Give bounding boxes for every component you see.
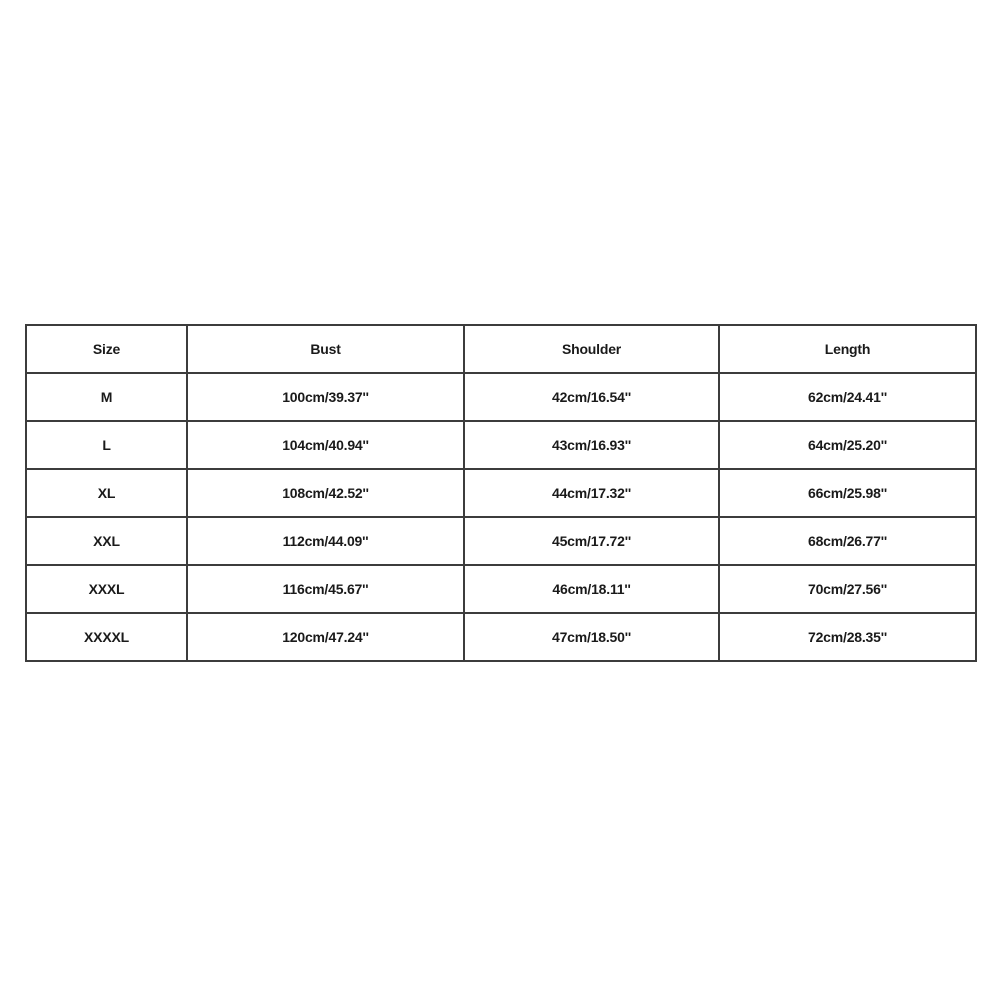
cell-size: M <box>26 373 187 421</box>
size-chart-table <box>25 324 977 662</box>
cell-shoulder: 42cm/16.54'' <box>464 373 719 421</box>
cell-length: 66cm/25.98'' <box>719 469 976 517</box>
table-header-row <box>26 325 976 373</box>
cell-shoulder: 45cm/17.72'' <box>464 517 719 565</box>
cell-size: XXXL <box>26 565 187 613</box>
table-row <box>26 565 976 613</box>
cell-length: 68cm/26.77'' <box>719 517 976 565</box>
cell-bust: 120cm/47.24'' <box>187 613 464 661</box>
cell-size: XXL <box>26 517 187 565</box>
cell-shoulder: 43cm/16.93'' <box>464 421 719 469</box>
cell-length: 72cm/28.35'' <box>719 613 976 661</box>
table-row <box>26 469 976 517</box>
cell-length: 64cm/25.20'' <box>719 421 976 469</box>
cell-bust: 112cm/44.09'' <box>187 517 464 565</box>
cell-shoulder: 46cm/18.11'' <box>464 565 719 613</box>
cell-bust: 116cm/45.67'' <box>187 565 464 613</box>
header-bust: Bust <box>187 325 464 373</box>
cell-size: XL <box>26 469 187 517</box>
cell-length: 70cm/27.56'' <box>719 565 976 613</box>
cell-size: XXXXL <box>26 613 187 661</box>
header-length: Length <box>719 325 976 373</box>
cell-bust: 108cm/42.52'' <box>187 469 464 517</box>
cell-size: L <box>26 421 187 469</box>
header-size: Size <box>26 325 187 373</box>
table-row <box>26 517 976 565</box>
table-row <box>26 373 976 421</box>
cell-length: 62cm/24.41'' <box>719 373 976 421</box>
cell-bust: 100cm/39.37'' <box>187 373 464 421</box>
cell-bust: 104cm/40.94'' <box>187 421 464 469</box>
table-row <box>26 613 976 661</box>
cell-shoulder: 47cm/18.50'' <box>464 613 719 661</box>
cell-shoulder: 44cm/17.32'' <box>464 469 719 517</box>
header-shoulder: Shoulder <box>464 325 719 373</box>
table-row <box>26 421 976 469</box>
